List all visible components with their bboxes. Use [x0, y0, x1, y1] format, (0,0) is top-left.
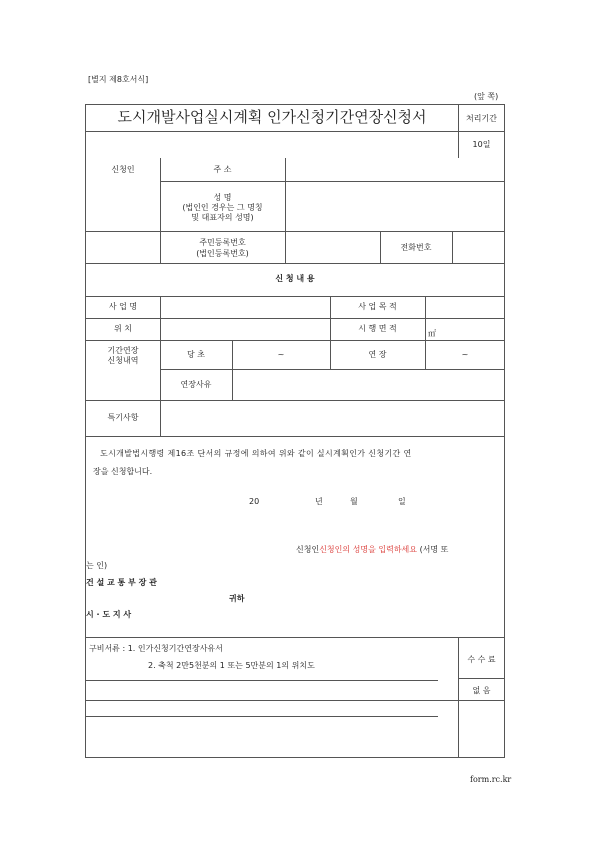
extension-label: 신청내역: [107, 356, 139, 365]
rule: [85, 680, 438, 681]
registration-number-field[interactable]: [286, 232, 379, 262]
business-name-field[interactable]: [161, 297, 329, 317]
attachment-line: 구비서류 : 1. 인가신청기간연장사유서: [89, 644, 223, 653]
location-field[interactable]: [161, 319, 329, 339]
registration-number-label: 주민등록번호: [199, 238, 246, 247]
processing-period-value: 10일: [472, 140, 491, 149]
phone-label: 전화번호: [400, 243, 432, 252]
signer-name-input[interactable]: 신청인의 성명을 입력하세요: [319, 545, 418, 554]
extension-label: 기간연장: [107, 346, 139, 355]
rule: [458, 678, 505, 679]
rule: [85, 637, 505, 638]
rule: [85, 131, 505, 132]
signer-label: [296, 545, 448, 555]
rule: [85, 716, 438, 717]
source-footer: form.rc.kr: [470, 775, 512, 784]
front-side-label: (앞 쪽): [474, 92, 499, 101]
name-note: (법인인 경우는 그 명칭: [182, 203, 263, 212]
business-name-label: 사 업 명: [108, 302, 138, 311]
fee-value: 없 음: [472, 686, 491, 695]
applicant-label: 신청인: [111, 165, 135, 174]
signer-suffix: (서명 또: [419, 545, 449, 554]
rule: [85, 700, 505, 701]
signer-prefix: 신청인: [296, 545, 320, 554]
extended-period-label: 연 장: [368, 350, 387, 359]
recipient-minister: 건 설 교 통 부 장 관: [86, 578, 157, 587]
form-number: [별지 제8호서식]: [88, 75, 149, 84]
statement-line: 장을 신청합니다.: [93, 467, 153, 476]
rule: [85, 263, 505, 264]
name-field[interactable]: [286, 182, 504, 230]
phone-field[interactable]: [453, 232, 504, 262]
name-label: 성 명: [213, 193, 232, 202]
extended-period-tilde: ~: [461, 350, 469, 359]
recipient-honorific: 귀하: [229, 594, 245, 603]
original-period-tilde: ~: [277, 350, 285, 359]
signer-wrap: 는 인): [86, 561, 108, 570]
date-year: 20: [249, 497, 260, 506]
date-month-label: 월: [350, 497, 358, 506]
attachment-line: 2. 축척 2만5천분의 1 또는 5만분의 1의 위치도: [148, 661, 315, 670]
business-purpose-field[interactable]: [426, 297, 504, 317]
reason-label: 연장사유: [180, 380, 212, 389]
address-label: 주 소: [213, 165, 232, 174]
business-purpose-label: 사 업 목 적: [358, 302, 397, 311]
special-notes-label: 특기사항: [107, 413, 139, 422]
address-field[interactable]: [286, 159, 504, 180]
original-period-label: 당 초: [187, 350, 205, 359]
area-label: 시 행 면 적: [358, 324, 397, 333]
name-note: 및 대표자의 성명): [191, 213, 254, 222]
rule: [85, 340, 505, 341]
special-notes-field[interactable]: [161, 401, 504, 435]
recipient-governor: 시 · 도 지 사: [86, 610, 132, 619]
date-day-label: 일: [398, 497, 406, 506]
fee-label: 수 수 료: [467, 655, 496, 664]
processing-period-label: 처리기간: [466, 114, 497, 123]
rule: [85, 436, 505, 437]
section-title: 신 청 내 용: [275, 274, 315, 283]
rule: [458, 131, 505, 132]
statement-line: 도시개발법시행령 제16조 단서의 규정에 의하여 위와 같이 실시계획인가 신청기간 연: [100, 449, 412, 458]
location-label: 위 치: [114, 324, 132, 333]
area-unit: ㎡: [428, 329, 436, 338]
form-title: 도시개발사업실시계획 인가신청기간연장신청서: [117, 108, 427, 126]
registration-number-note: (법인등록번호): [196, 249, 249, 258]
date-year-label: 년: [315, 497, 323, 506]
reason-field[interactable]: [233, 370, 504, 399]
